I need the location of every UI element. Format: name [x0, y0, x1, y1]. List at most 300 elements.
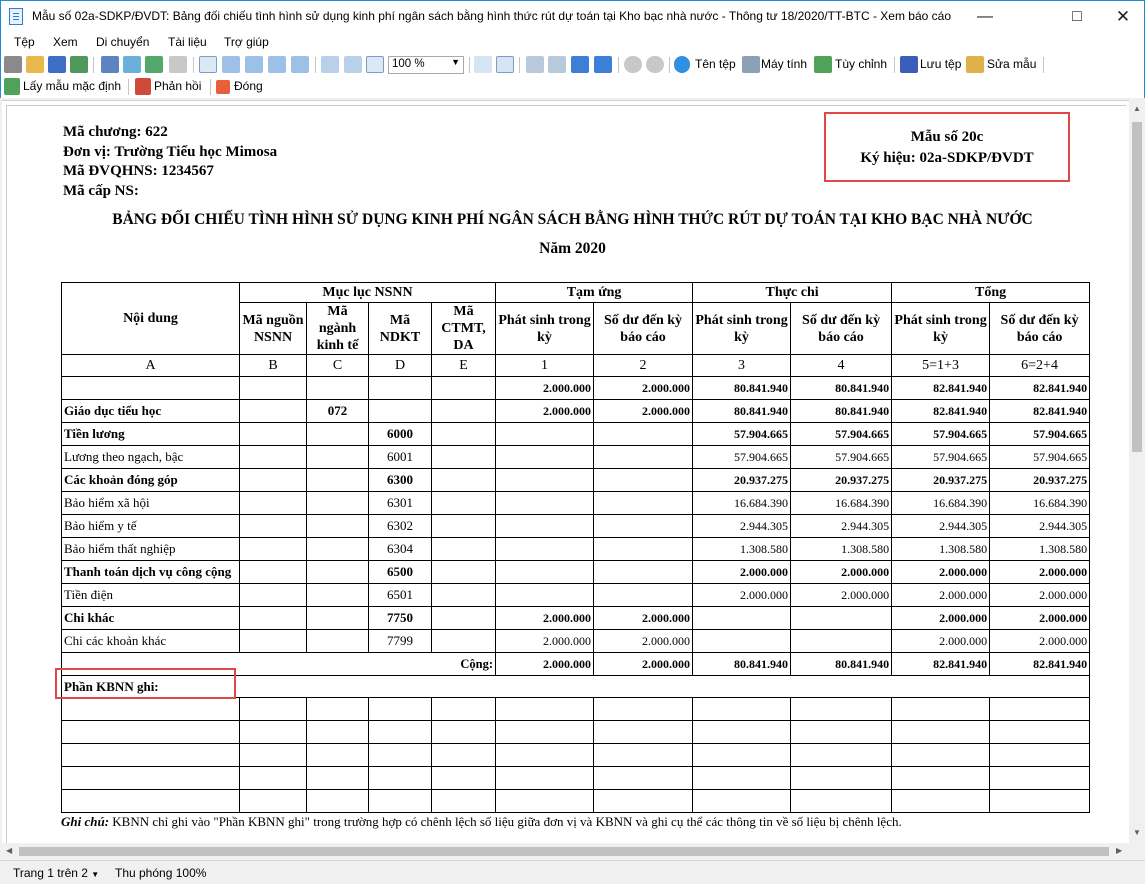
blank-row	[62, 721, 1090, 744]
row-amount	[496, 515, 594, 538]
column-code: B	[240, 355, 307, 377]
total-cell: 80.841.940	[693, 653, 791, 676]
separator	[128, 79, 129, 95]
footnote-text: KBNN chỉ ghi vào "Phần KBNN ghi" trong trường hợp có chênh lệch số liệu giữa đơn vị và KBNN và ghi cụ thể các thông tin về số liệu bị chênh lệch.	[109, 814, 902, 829]
header-total-balance: Số dư đến kỳ báo cáo	[990, 303, 1090, 355]
table-row	[62, 515, 1090, 538]
blank-cell	[240, 698, 307, 721]
header-budget-index: Mục lục NSNN	[240, 283, 496, 303]
separator	[93, 57, 94, 73]
feedback-button[interactable]: Phản hồi	[154, 79, 202, 93]
column-code: E	[432, 355, 496, 377]
blank-cell	[693, 721, 791, 744]
page-view-icon[interactable]	[123, 56, 141, 73]
header-actual-arising: Phát sinh trong kỳ	[693, 303, 791, 355]
row-content: Bảo hiểm xã hội	[62, 492, 240, 515]
report-table	[61, 282, 1090, 813]
header-sector-code: Mã ngành kinh tế	[307, 303, 369, 355]
row-amount: 2.000.000	[791, 584, 892, 607]
row-amount: 2.000.000	[594, 377, 693, 400]
row-source-code	[240, 515, 307, 538]
table-row	[62, 469, 1090, 492]
row-sector-code	[307, 446, 369, 469]
single-page-icon[interactable]	[474, 56, 492, 73]
blank-cell	[594, 790, 693, 813]
blank-cell	[693, 698, 791, 721]
file-name-button[interactable]: Tên tệp	[695, 57, 736, 71]
column-code: 5=1+3	[892, 355, 990, 377]
header-advance-balance: Số dư đến kỳ báo cáo	[594, 303, 693, 355]
blank-cell	[432, 767, 496, 790]
table-row	[62, 538, 1090, 561]
blank-row	[62, 698, 1090, 721]
menu-bar	[0, 31, 1145, 54]
blank-cell	[892, 721, 990, 744]
separator	[469, 57, 470, 73]
forward-icon[interactable]	[646, 56, 664, 73]
scroll-left-icon[interactable]: ◀	[6, 846, 13, 855]
row-amount: 2.944.305	[892, 515, 990, 538]
zoom-status: Thu phóng 100%	[115, 866, 207, 880]
table-row	[62, 630, 1090, 653]
header-source-code: Mã nguồn NSNN	[240, 303, 307, 355]
row-source-code	[240, 607, 307, 630]
edit-template-button[interactable]: Sửa mẫu	[987, 57, 1037, 71]
row-amount	[594, 515, 693, 538]
separator	[315, 57, 316, 73]
row-sector-code	[307, 469, 369, 492]
blank-row	[62, 790, 1090, 813]
row-source-code	[240, 377, 307, 400]
row-program-code	[432, 446, 496, 469]
column-code: 6=2+4	[990, 355, 1090, 377]
row-source-code	[240, 446, 307, 469]
row-amount	[496, 469, 594, 492]
row-amount: 1.308.580	[693, 538, 791, 561]
close-button[interactable]: Đóng	[234, 79, 263, 93]
column-code: 2	[594, 355, 693, 377]
blank-cell	[369, 721, 432, 744]
separator	[210, 79, 211, 95]
blank-cell	[369, 698, 432, 721]
separator	[618, 57, 619, 73]
save-file-button[interactable]: Lưu tệp	[920, 57, 962, 71]
blank-cell	[240, 767, 307, 790]
row-amount: 2.000.000	[990, 630, 1090, 653]
row-amount: 57.904.665	[693, 423, 791, 446]
blank-cell	[369, 767, 432, 790]
row-sector-code	[307, 607, 369, 630]
row-sector-code	[307, 561, 369, 584]
row-ndkt-code: 7799	[369, 630, 432, 653]
row-amount: 2.000.000	[594, 630, 693, 653]
report-body	[62, 377, 1090, 653]
row-amount: 57.904.665	[892, 446, 990, 469]
row-amount: 20.937.275	[990, 469, 1090, 492]
row-amount: 57.904.665	[693, 446, 791, 469]
blank-cell	[307, 698, 369, 721]
row-source-code	[240, 492, 307, 515]
chevron-down-icon: ▼	[451, 57, 460, 67]
footnote-label: Ghi chú:	[61, 814, 110, 829]
table-view-icon[interactable]	[101, 56, 119, 73]
title-bar	[0, 0, 1145, 31]
blank-cell	[62, 790, 240, 813]
chapter-code: Mã chương: 622	[63, 124, 168, 140]
row-amount: 2.944.305	[990, 515, 1090, 538]
header-advance-arising: Phát sinh trong kỳ	[496, 303, 594, 355]
row-content: Các khoản đóng góp	[62, 469, 240, 492]
scroll-down-icon[interactable]: ▼	[1133, 828, 1141, 837]
refresh-icon[interactable]	[145, 56, 163, 73]
blank-cell	[892, 744, 990, 767]
blank-cell	[693, 767, 791, 790]
row-amount: 2.000.000	[892, 561, 990, 584]
document-app-icon	[9, 8, 23, 25]
blank-cell	[240, 721, 307, 744]
row-source-code	[240, 561, 307, 584]
header-program-code: Mã CTMT, DA	[432, 303, 496, 355]
blank-cell	[62, 721, 240, 744]
table-row	[62, 377, 1090, 400]
form-symbol: Ký hiệu: 02a-SDKP/ĐVDT	[860, 150, 1034, 166]
row-amount: 2.000.000	[990, 607, 1090, 630]
row-amount: 2.000.000	[496, 607, 594, 630]
row-sector-code	[307, 538, 369, 561]
feedback-icon[interactable]	[135, 78, 151, 95]
blank-cell	[369, 790, 432, 813]
row-ndkt-code: 7750	[369, 607, 432, 630]
blank-cell	[791, 767, 892, 790]
row-amount: 2.000.000	[990, 584, 1090, 607]
fit-page-icon[interactable]	[344, 56, 362, 73]
blank-cell	[496, 767, 594, 790]
row-program-code	[432, 492, 496, 515]
row-amount	[594, 561, 693, 584]
blank-cell	[496, 721, 594, 744]
next-page-icon[interactable]	[571, 56, 589, 73]
blank-cell	[594, 698, 693, 721]
vertical-scroll-thumb[interactable]	[1132, 122, 1142, 452]
table-row	[62, 561, 1090, 584]
zoom-out-icon[interactable]	[268, 56, 286, 73]
budget-unit-code: Mã ĐVQHNS: 1234567	[63, 163, 214, 179]
table-row	[62, 607, 1090, 630]
row-amount	[594, 492, 693, 515]
row-ndkt-code: 6500	[369, 561, 432, 584]
row-amount	[594, 423, 693, 446]
separator	[894, 57, 895, 73]
total-cell: 82.841.940	[892, 653, 990, 676]
save-file-icon[interactable]	[900, 56, 918, 73]
blank-cell	[432, 721, 496, 744]
row-amount: 2.000.000	[693, 561, 791, 584]
blank-cell	[432, 790, 496, 813]
header-total: Tổng	[892, 283, 1090, 303]
row-amount: 80.841.940	[791, 377, 892, 400]
row-amount: 2.000.000	[496, 630, 594, 653]
zoom-in-plus-icon[interactable]	[245, 56, 263, 73]
row-sector-code	[307, 584, 369, 607]
row-content: Chi các khoản khác	[62, 630, 240, 653]
header-ndkt-code: Mã NDKT	[369, 303, 432, 355]
unit-name: Đơn vị: Trường Tiểu học Mimosa	[63, 144, 278, 160]
blank-cell	[990, 721, 1090, 744]
row-ndkt-code: 6304	[369, 538, 432, 561]
header-actual-balance: Số dư đến kỳ báo cáo	[791, 303, 892, 355]
fit-width-icon[interactable]	[321, 56, 339, 73]
column-code: D	[369, 355, 432, 377]
row-program-code	[432, 469, 496, 492]
header-advance: Tạm ứng	[496, 283, 693, 303]
report-year: Năm 2020	[539, 240, 606, 257]
page-indicator[interactable]	[13, 866, 99, 880]
row-content: Lương theo ngạch, bậc	[62, 446, 240, 469]
blank-cell	[594, 767, 693, 790]
minimize-button[interactable]: —	[977, 7, 993, 25]
zoom-select[interactable]	[388, 56, 464, 74]
row-amount	[594, 538, 693, 561]
menu-view[interactable]: Xem	[53, 35, 78, 49]
row-amount	[496, 492, 594, 515]
blank-cell	[432, 698, 496, 721]
row-amount: 82.841.940	[892, 377, 990, 400]
blank-cell	[307, 790, 369, 813]
row-amount: 20.937.275	[791, 469, 892, 492]
row-amount: 2.944.305	[791, 515, 892, 538]
kbnn-highlight-box	[55, 668, 236, 699]
row-amount	[693, 607, 791, 630]
row-program-code	[432, 630, 496, 653]
blank-cell	[62, 767, 240, 790]
row-content: Tiền lương	[62, 423, 240, 446]
first-page-icon[interactable]	[526, 56, 544, 73]
row-program-code	[432, 538, 496, 561]
row-source-code	[240, 469, 307, 492]
row-content: Chi khác	[62, 607, 240, 630]
row-amount: 2.000.000	[791, 561, 892, 584]
row-ndkt-code	[369, 400, 432, 423]
row-amount: 20.937.275	[693, 469, 791, 492]
row-program-code	[432, 584, 496, 607]
blank-cell	[240, 790, 307, 813]
find-icon[interactable]	[169, 56, 187, 73]
separator	[519, 57, 520, 73]
blank-cell	[496, 790, 594, 813]
default-template-icon[interactable]	[4, 78, 20, 95]
edit-template-icon[interactable]	[966, 56, 984, 73]
blank-cell	[594, 744, 693, 767]
row-amount: 1.308.580	[990, 538, 1090, 561]
column-code: A	[62, 355, 240, 377]
row-amount	[496, 423, 594, 446]
table-row	[62, 446, 1090, 469]
form-number-box	[824, 112, 1070, 182]
row-amount	[693, 630, 791, 653]
blank-cell	[990, 698, 1090, 721]
blank-cell	[594, 721, 693, 744]
status-bar	[0, 860, 1145, 884]
header-content: Nội dung	[62, 283, 240, 355]
main-toolbar	[0, 54, 1145, 76]
row-amount	[594, 469, 693, 492]
row-amount: 2.000.000	[496, 377, 594, 400]
row-amount	[791, 630, 892, 653]
row-content: Thanh toán dịch vụ công cộng	[62, 561, 240, 584]
blank-cell	[791, 790, 892, 813]
menu-file[interactable]: Tệp	[14, 35, 35, 49]
row-program-code	[432, 515, 496, 538]
row-amount: 80.841.940	[693, 400, 791, 423]
row-ndkt-code: 6501	[369, 584, 432, 607]
header-total-arising: Phát sinh trong kỳ	[892, 303, 990, 355]
blank-cell	[307, 767, 369, 790]
horizontal-scroll-thumb[interactable]	[19, 847, 1109, 856]
horizontal-scrollbar[interactable]	[2, 843, 1129, 860]
print-icon[interactable]	[4, 56, 22, 73]
row-amount: 82.841.940	[990, 400, 1090, 423]
zoom-value: 100 %	[392, 58, 425, 70]
row-amount: 2.000.000	[892, 607, 990, 630]
row-amount	[594, 584, 693, 607]
row-source-code	[240, 400, 307, 423]
maximize-button[interactable]: □	[1072, 7, 1082, 25]
separator	[1043, 57, 1044, 73]
row-content	[62, 377, 240, 400]
column-code: 3	[693, 355, 791, 377]
row-amount	[594, 446, 693, 469]
header-actual-spending: Thực chi	[693, 283, 892, 303]
row-ndkt-code: 6301	[369, 492, 432, 515]
menu-document[interactable]: Tài liệu	[168, 35, 207, 49]
row-amount: 16.684.390	[892, 492, 990, 515]
row-amount: 2.000.000	[693, 584, 791, 607]
row-sector-code	[307, 515, 369, 538]
table-row	[62, 423, 1090, 446]
close-window-button[interactable]: ✕	[1115, 6, 1131, 26]
previous-page-icon[interactable]	[548, 56, 566, 73]
computer-button[interactable]: Máy tính	[761, 57, 808, 71]
row-amount	[496, 561, 594, 584]
row-amount: 2.000.000	[990, 561, 1090, 584]
export-icon[interactable]	[70, 56, 88, 73]
row-amount: 1.308.580	[791, 538, 892, 561]
blank-row	[62, 767, 1090, 790]
row-program-code	[432, 561, 496, 584]
row-content: Bảo hiểm thất nghiệp	[62, 538, 240, 561]
row-amount: 2.000.000	[496, 400, 594, 423]
page-indicator-text: Trang 1 trên 2	[13, 866, 88, 880]
total-cell: 2.000.000	[594, 653, 693, 676]
menu-help[interactable]: Trợ giúp	[224, 35, 269, 49]
default-template-button[interactable]: Lấy mẫu mặc định	[23, 79, 122, 93]
continuous-page-icon[interactable]	[496, 56, 514, 73]
kbnn-section-label: Phần KBNN ghi:	[62, 676, 1090, 698]
row-amount: 80.841.940	[693, 377, 791, 400]
blank-cell	[791, 698, 892, 721]
blank-cell	[496, 744, 594, 767]
row-amount	[791, 607, 892, 630]
row-program-code	[432, 400, 496, 423]
customize-button[interactable]: Tùy chỉnh	[835, 57, 888, 71]
zoom-region-icon[interactable]	[291, 56, 309, 73]
scroll-up-icon[interactable]: ▲	[1133, 104, 1141, 113]
total-label: Cộng:	[62, 653, 496, 676]
save-icon[interactable]	[48, 56, 66, 73]
row-amount: 2.000.000	[892, 584, 990, 607]
row-amount: 2.000.000	[892, 630, 990, 653]
blank-cell	[892, 698, 990, 721]
close-icon[interactable]	[216, 80, 230, 94]
blank-cell	[62, 744, 240, 767]
row-amount: 57.904.665	[892, 423, 990, 446]
back-icon[interactable]	[624, 56, 642, 73]
row-source-code	[240, 423, 307, 446]
separator	[669, 57, 670, 73]
menu-navigate[interactable]: Di chuyển	[96, 35, 150, 49]
blank-cell	[693, 790, 791, 813]
row-ndkt-code: 6000	[369, 423, 432, 446]
blank-cell	[369, 744, 432, 767]
row-amount	[496, 584, 594, 607]
blank-cell	[307, 721, 369, 744]
blank-cell	[432, 744, 496, 767]
blank-cell	[791, 744, 892, 767]
row-sector-code: 072	[307, 400, 369, 423]
column-code: C	[307, 355, 369, 377]
row-amount: 16.684.390	[990, 492, 1090, 515]
total-cell: 2.000.000	[496, 653, 594, 676]
actual-size-icon[interactable]	[366, 56, 384, 73]
row-amount: 57.904.665	[990, 446, 1090, 469]
row-amount: 2.000.000	[594, 607, 693, 630]
computer-icon[interactable]	[742, 56, 760, 73]
total-cell: 80.841.940	[791, 653, 892, 676]
row-ndkt-code: 6300	[369, 469, 432, 492]
blank-cell	[307, 744, 369, 767]
row-amount: 20.937.275	[892, 469, 990, 492]
hand-tool-icon[interactable]	[199, 56, 217, 73]
table-row	[62, 492, 1090, 515]
blank-cell	[240, 744, 307, 767]
vertical-scrollbar[interactable]	[1129, 100, 1145, 843]
row-amount	[496, 446, 594, 469]
row-amount: 82.841.940	[990, 377, 1090, 400]
row-amount: 57.904.665	[791, 446, 892, 469]
budget-level-code: Mã cấp NS:	[63, 183, 139, 199]
row-program-code	[432, 377, 496, 400]
column-code: 4	[791, 355, 892, 377]
row-source-code	[240, 630, 307, 653]
last-page-icon[interactable]	[594, 56, 612, 73]
row-amount: 2.944.305	[693, 515, 791, 538]
chevron-down-icon: ▼	[91, 870, 100, 879]
zoom-in-icon[interactable]	[222, 56, 240, 73]
file-name-icon[interactable]	[674, 56, 690, 73]
blank-cell	[892, 790, 990, 813]
scroll-right-icon[interactable]: ▶	[1116, 846, 1123, 855]
blank-cell	[693, 744, 791, 767]
row-amount: 80.841.940	[791, 400, 892, 423]
blank-cell	[990, 767, 1090, 790]
column-code: 1	[496, 355, 594, 377]
row-source-code	[240, 538, 307, 561]
open-folder-icon[interactable]	[26, 56, 44, 73]
separator	[193, 57, 194, 73]
row-program-code	[432, 607, 496, 630]
row-content: Tiền điện	[62, 584, 240, 607]
customize-icon[interactable]	[814, 56, 832, 73]
